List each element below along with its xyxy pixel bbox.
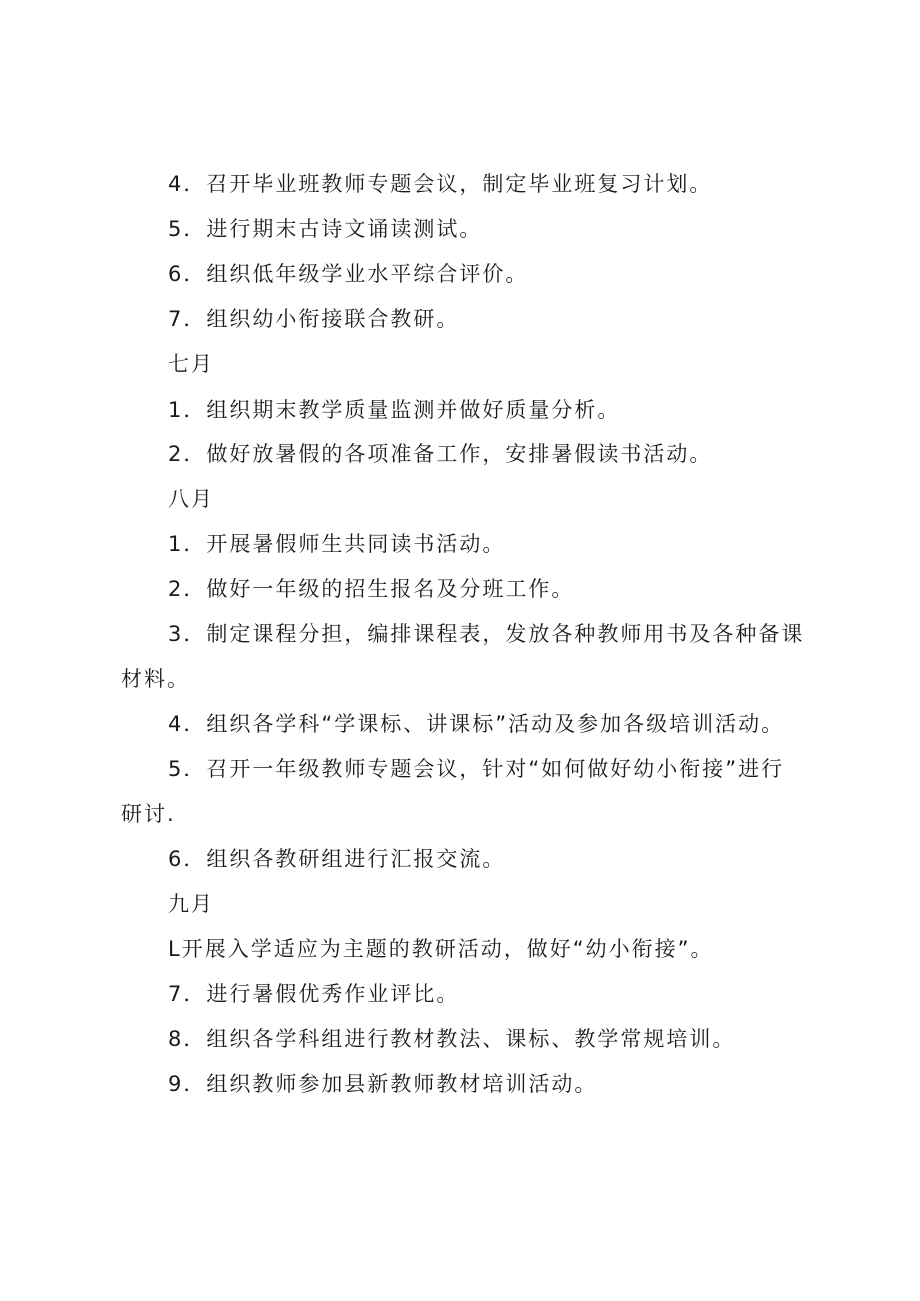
list-item: 2．做好放暑假的各项准备工作，安排暑假读书活动。 <box>168 442 713 466</box>
list-item-continuation: 研讨. <box>121 802 176 826</box>
list-item: 1．组织期末教学质量监测并做好质量分析。 <box>168 398 621 422</box>
list-item: 6．组织各教研组进行汇报交流。 <box>168 847 506 871</box>
list-item: 1．开展暑假师生共同读书活动。 <box>168 532 506 556</box>
list-item: 4．召开毕业班教师专题会议，制定毕业班复习计划。 <box>168 172 713 196</box>
list-item: 5．召开一年级教师专题会议，针对“如何做好幼小衔接”进行 <box>168 757 785 781</box>
list-item: 4．组织各学科“学课标、讲课标”活动及参加各级培训活动。 <box>168 712 785 736</box>
list-item-continuation: 材料。 <box>121 667 190 691</box>
list-item: 8．组织各学科组进行教材教法、课标、教学常规培训。 <box>168 1027 736 1051</box>
list-item: 3．制定课程分担，编排课程表，发放各种教师用书及各种备课 <box>168 622 805 646</box>
list-item: 5．进行期末古诗文诵读测试。 <box>168 217 483 241</box>
list-item: 7．进行暑假优秀作业评比。 <box>168 982 460 1006</box>
month-heading: 八月 <box>168 487 214 511</box>
month-heading: 七月 <box>168 352 214 376</box>
month-heading: 九月 <box>168 892 214 916</box>
list-item: 6．组织低年级学业水平综合评价。 <box>168 262 529 286</box>
list-item: L开展入学适应为主题的教研活动，做好“幼小衔接”。 <box>168 937 714 961</box>
list-item: 7．组织幼小衔接联合教研。 <box>168 307 460 331</box>
list-item: 2．做好一年级的招生报名及分班工作。 <box>168 577 575 601</box>
list-item: 9．组织教师参加县新教师教材培训活动。 <box>168 1072 598 1096</box>
